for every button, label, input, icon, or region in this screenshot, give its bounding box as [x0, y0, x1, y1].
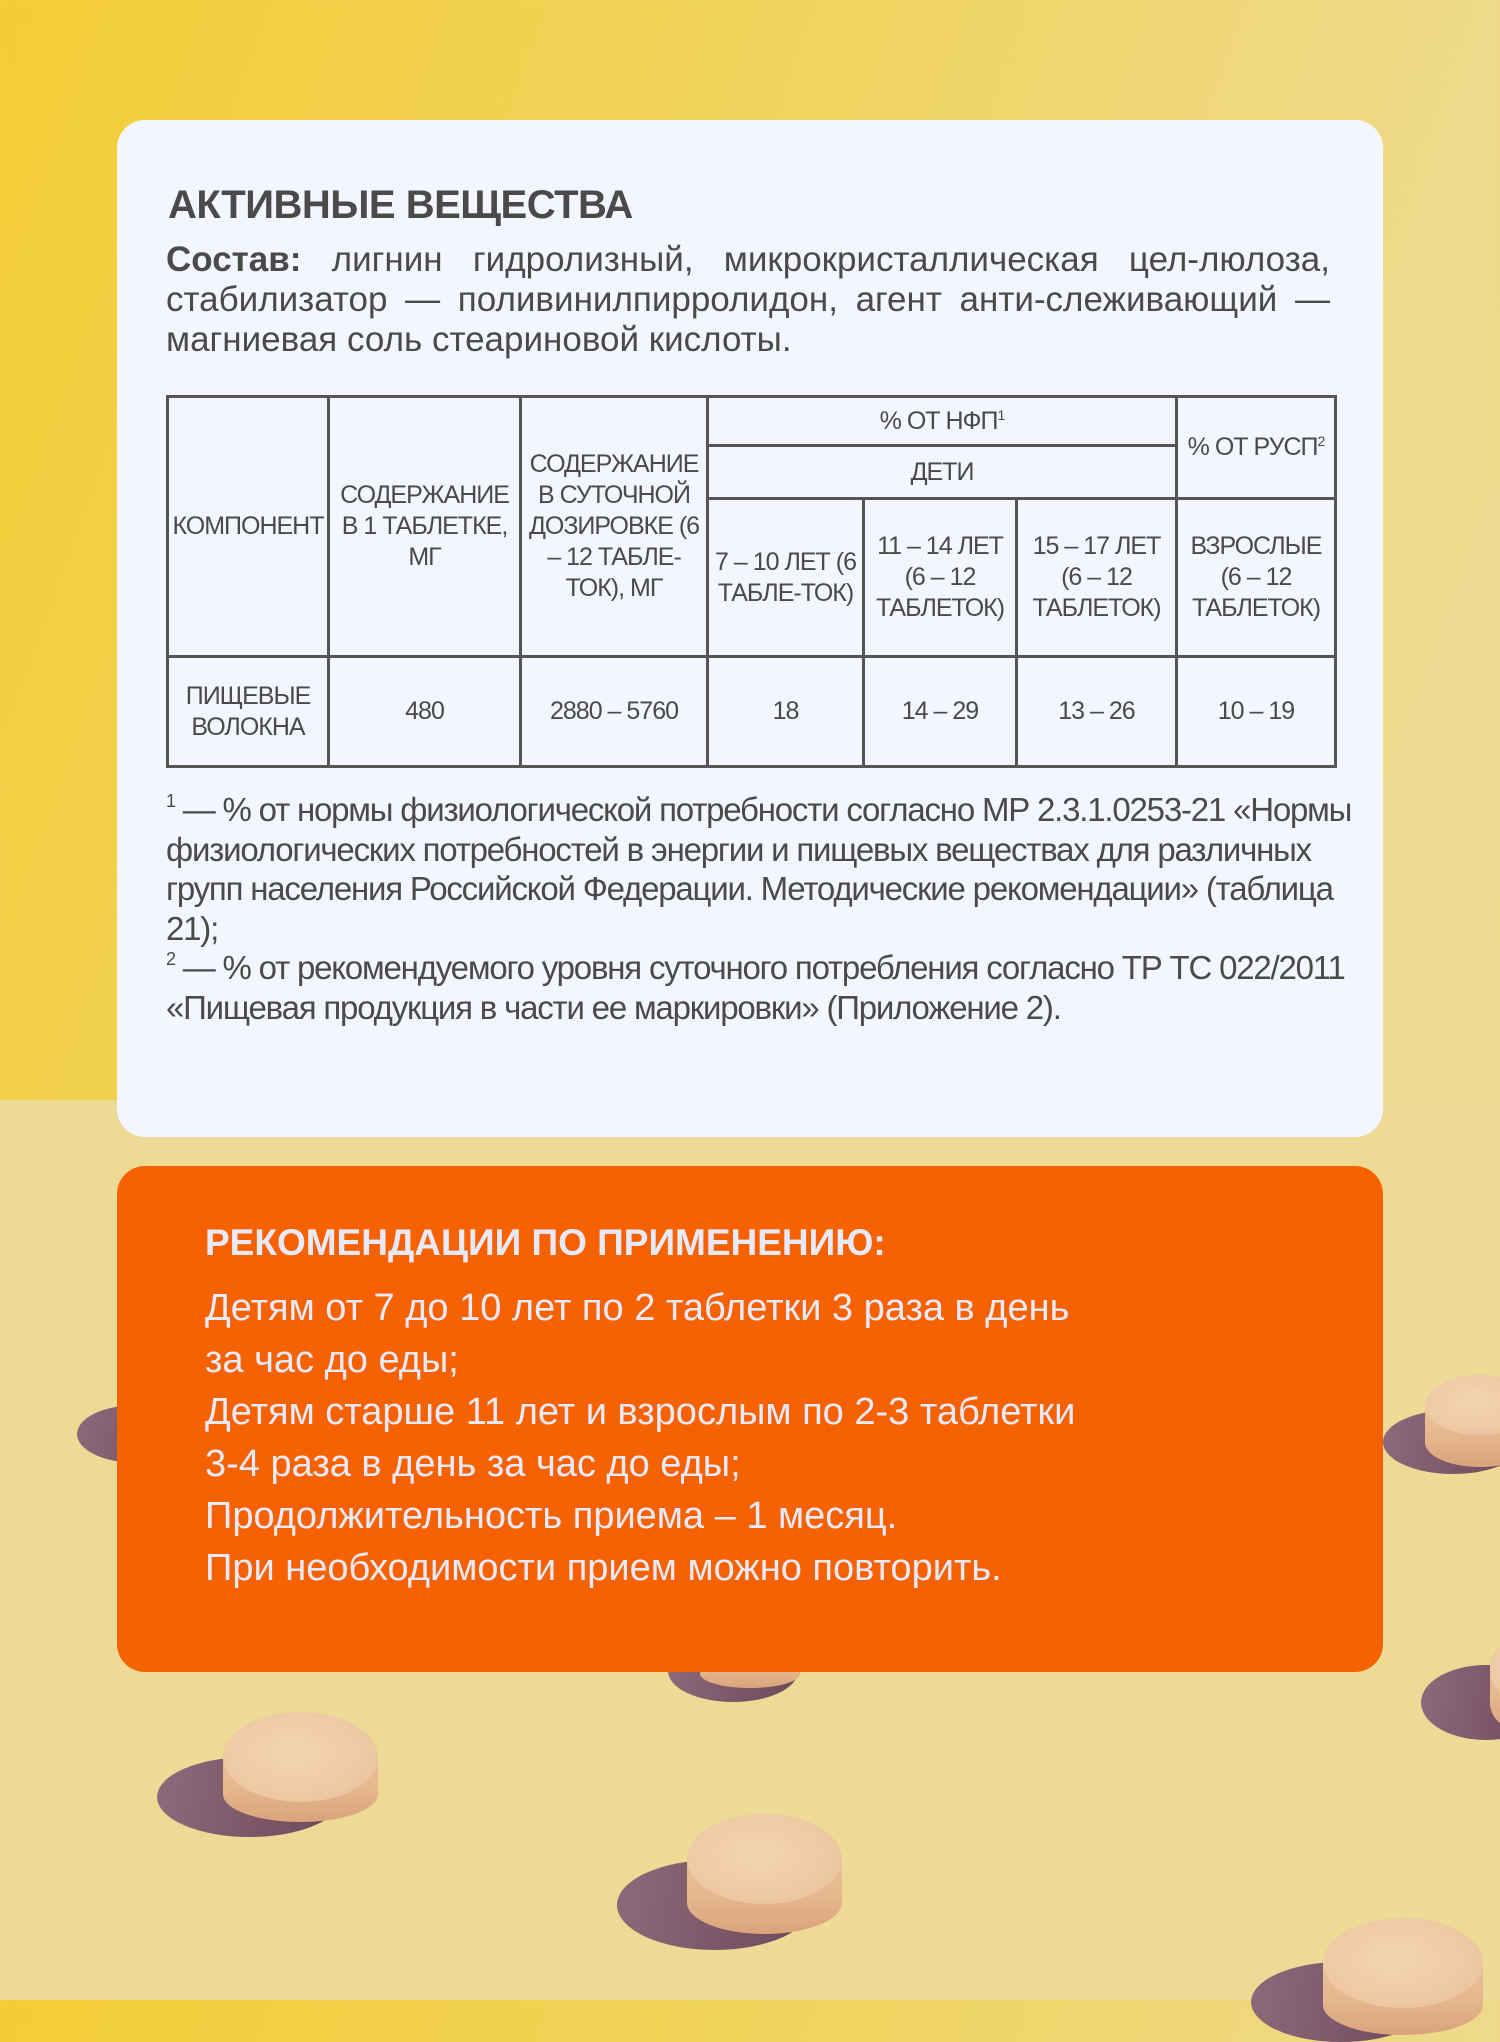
table-row [168, 657, 1336, 767]
footnote-2: $^2$ — % от рекомендуемого уровня суточного потребления согласно ТР ТС 022/2011 «Пищевая продукция в части ее маркировки» (Приложение 2). [166, 949, 1345, 1026]
header-per-tablet: СОДЕРЖАНИЕ В 1 ТАБЛЕТКЕ, МГ [329, 397, 521, 657]
active-substances-title: АКТИВНЫЕ ВЕЩЕСТВА [168, 183, 633, 227]
cell-per-day: 2880 – 5760 [521, 657, 708, 767]
cell-age-15-17: 13 – 26 [1017, 657, 1177, 767]
cell-component: ПИЩЕВЫЕ ВОЛОКНА [168, 657, 329, 767]
recommendation-line: При необходимости прием можно повторить. [205, 1547, 1002, 1589]
header-age-15-17: 15 – 17 ЛЕТ (6 – 12 ТАБЛЕТОК) [1017, 499, 1177, 657]
composition-label: Состав: [166, 240, 302, 279]
recommendation-line: за час до еды; [205, 1339, 459, 1381]
nutrition-table [166, 395, 1337, 768]
composition-text: лигнин гидролизный, микрокристаллическая цел-люлоза, стабилизатор — поливинилпирролидон, агент анти-слеживающий — магниевая соль стеариновой кислоты. [166, 240, 1330, 359]
footnote-ref-1: 1 [997, 406, 1005, 423]
header-adults: ВЗРОСЛЫЕ (6 – 12 ТАБЛЕТОК) [1177, 499, 1336, 657]
header-age-11-14: 11 – 14 ЛЕТ (6 – 12 ТАБЛЕТОК) [864, 499, 1017, 657]
header-rusp: % ОТ РУСП$^2$ [1177, 397, 1336, 499]
header-children: ДЕТИ [708, 446, 1177, 499]
recommendations-title: РЕКОМЕНДАЦИИ ПО ПРИМЕНЕНИЮ: [205, 1222, 886, 1263]
footnotes [166, 790, 1356, 1027]
recommendation-line: 3-4 раза в день за час до еды; [205, 1443, 741, 1485]
recommendation-line: Детям старше 11 лет и взрослым по 2-3 таблетки [205, 1391, 1076, 1433]
recommendation-line: Продолжительность приема – 1 месяц. [205, 1495, 898, 1537]
header-component: КОМПОНЕНТ [168, 397, 329, 657]
cell-age-7-10: 18 [708, 657, 864, 767]
header-per-day: СОДЕРЖАНИЕ В СУТОЧНОЙ ДОЗИРОВКЕ (6 – 12 ТАБЛЕ-ТОК), МГ [521, 397, 708, 657]
footnote-1: $^1$ — % от нормы физиологической потребности согласно МР 2.3.1.0253-21 «Нормы физиологических потребностей в энергии и пищевых веществах для различных групп населения Российской Федерации. Методические рекомендации» (таблица 21); [166, 791, 1352, 947]
header-nfp: % ОТ НФП$^1$ [708, 397, 1177, 446]
composition-paragraph [166, 240, 1330, 360]
cell-per-tablet: 480 [329, 657, 521, 767]
header-age-7-10: 7 – 10 ЛЕТ (6 ТАБЛЕ-ТОК) [708, 499, 864, 657]
cell-adults: 10 – 19 [1177, 657, 1336, 767]
recommendations-text [205, 1282, 1075, 1594]
cell-age-11-14: 14 – 29 [864, 657, 1017, 767]
footnote-ref-2: 2 [1317, 433, 1325, 449]
recommendation-line: Детям от 7 до 10 лет по 2 таблетки 3 раза в день [205, 1287, 1070, 1329]
